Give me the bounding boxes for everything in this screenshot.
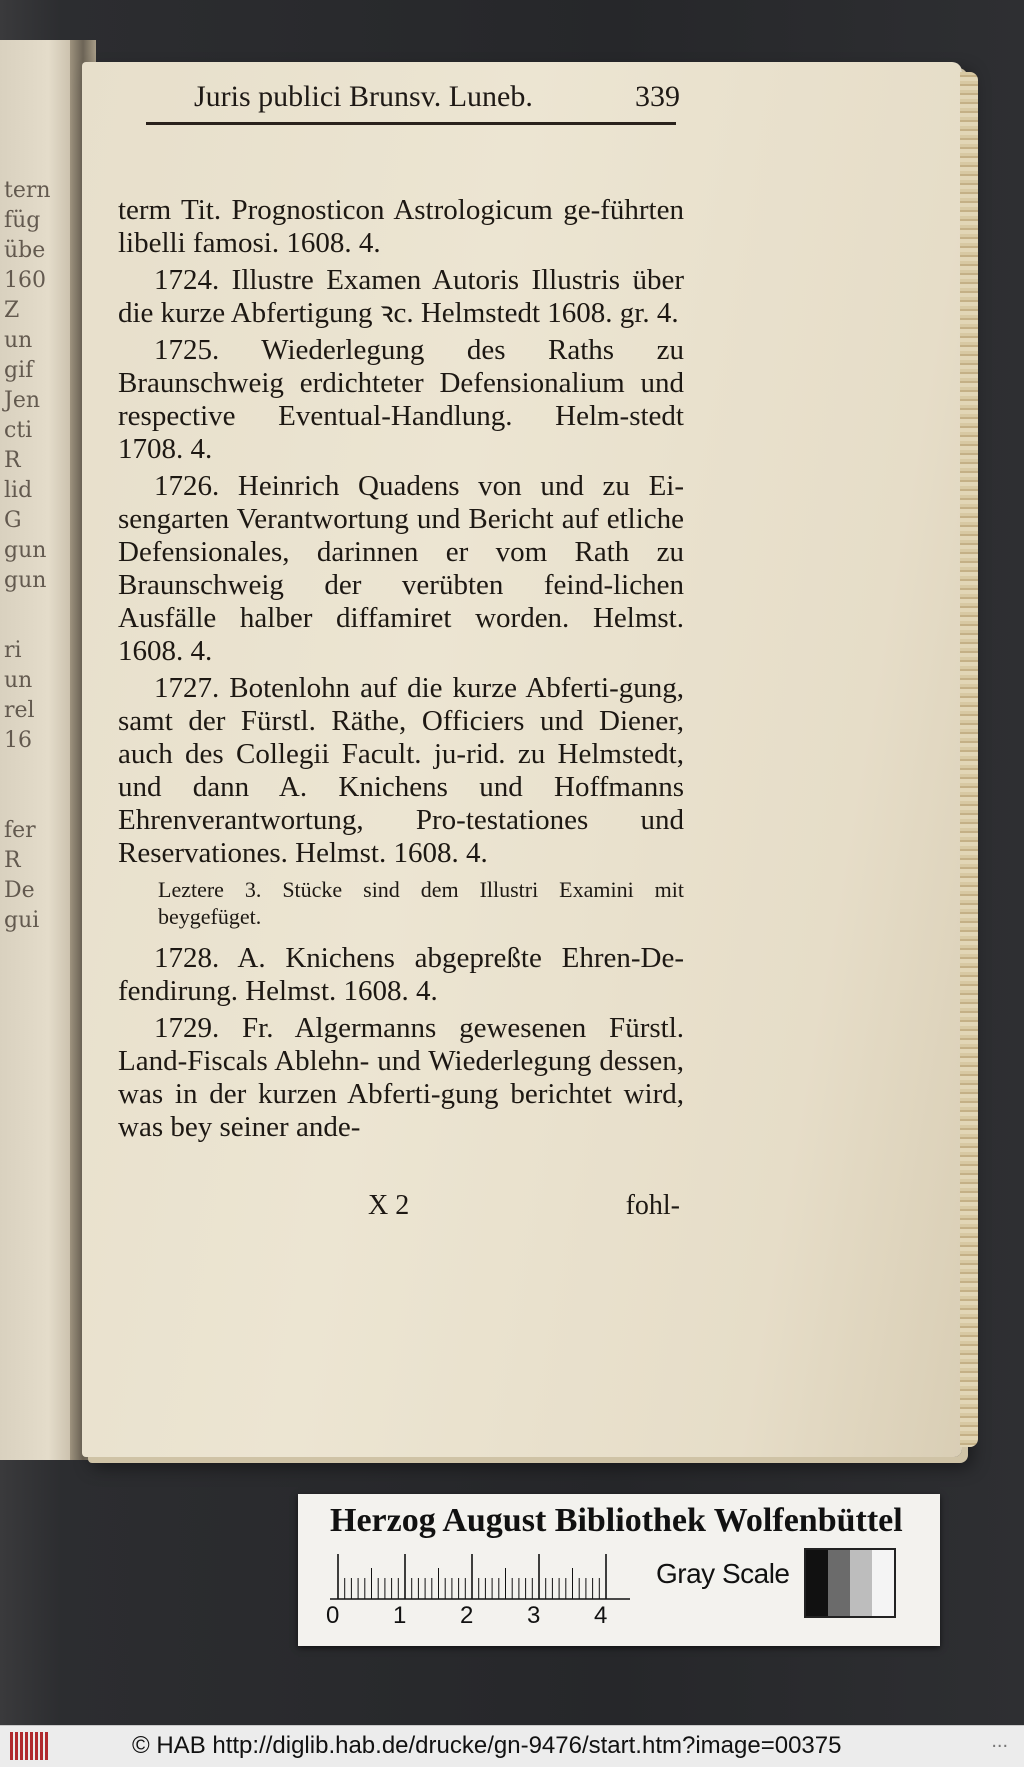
ruler-label-2: 2 — [460, 1602, 474, 1629]
facing-page-fragment: lid — [4, 478, 33, 503]
gray-swatch — [828, 1550, 850, 1616]
facing-page-fragment: 160 — [4, 268, 46, 293]
gray-swatch — [806, 1550, 828, 1616]
facing-page-fragment: cti — [4, 418, 33, 443]
facing-page-fragment: übe — [4, 238, 46, 263]
catalog-entry: 1727. Botenlohn auf die kurze Abferti-gung, samt der Fürstl. Räthe, Officiers und Diener, auch des Collegii Facult. ju-rid. zu Helmstedt, und dann A. Knichens und Hoffmanns Ehrenverantwortung, Pro-testationes und Reservationes. Helmst. 1608. 4. — [118, 672, 684, 869]
catalog-entry: 1729. Fr. Algermanns gewesenen Fürstl. Land-Fiscals Ablehn- und Wiederlegung dessen, was in der kurzen Abferti-gung berichtet wird, was bey seiner ande- — [118, 1012, 684, 1143]
catalog-entry: 1728. A. Knichens abgepreßte Ehren-De-fendirung. Helmst. 1608. 4. — [118, 942, 684, 1007]
ruler-label-1: 1 — [393, 1602, 407, 1629]
hab-logo-icon — [10, 1732, 48, 1760]
facing-page-fragment: ri — [4, 638, 22, 663]
gray-swatch — [872, 1550, 894, 1616]
catchword: fohl- — [625, 1190, 680, 1221]
facing-page-fragment: tern — [4, 178, 51, 203]
facing-page-fragment: un — [4, 328, 33, 353]
catalog-entry: 1725. Wiederlegung des Raths zu Braunschweig erdichteter Defensionalium und respective Eventual-Handlung. Helm-stedt 1708. 4. — [118, 334, 684, 465]
facing-page-fragment: gui — [4, 908, 40, 933]
editorial-note: Leztere 3. Stücke sind dem Illustri Examini mit beygefüget. — [158, 877, 684, 929]
gray-scale-label: Gray Scale — [656, 1558, 790, 1589]
library-name: Herzog August Bibliothek Wolfenbüttel — [330, 1502, 903, 1539]
ruler-scale — [330, 1550, 630, 1600]
facing-page-fragment: 16 — [4, 728, 32, 753]
facing-page-fragment: Jen — [4, 388, 41, 413]
facing-page-fragment: R — [4, 448, 21, 473]
source-url-link[interactable]: © HAB http://diglib.hab.de/drucke/gn-9476/start.htm?image=00375 — [132, 1732, 842, 1759]
gray-swatch — [850, 1550, 872, 1616]
signature-mark: X 2 — [368, 1190, 410, 1221]
header-rule — [146, 122, 676, 125]
viewer-footer — [0, 1725, 1024, 1767]
gray-scale-swatches — [804, 1548, 896, 1618]
facing-page-fragment: De — [4, 878, 35, 903]
facing-page-fragment: un — [4, 668, 33, 693]
ruler-label-3: 3 — [527, 1602, 541, 1629]
facing-page-fragment: füg — [4, 208, 41, 233]
running-title: Juris publici Brunsv. Luneb. — [194, 80, 533, 113]
facing-page-fragment: gun — [4, 538, 47, 563]
ruler-label-0: 0 — [326, 1602, 340, 1629]
catalog-entry: term Tit. Prognosticon Astrologicum ge-führten libelli famosi. 1608. 4. — [118, 194, 684, 259]
facing-page-fragment: R — [4, 848, 21, 873]
facing-page-fragment: gif — [4, 358, 34, 383]
catalog-entry: 1724. Illustre Examen Autoris Illustris über die kurze Abfertigung ꝛc. Helmstedt 1608. gr. 4. — [118, 264, 684, 329]
more-options-icon[interactable]: ... — [991, 1730, 1008, 1752]
ruler-label-4: 4 — [594, 1602, 608, 1629]
color-calibration-card — [298, 1494, 940, 1646]
facing-page-fragment: gun — [4, 568, 47, 593]
page-header — [110, 80, 680, 120]
catalog-entries — [118, 194, 684, 1148]
page-edge-deckle — [960, 72, 978, 1447]
facing-page-fragment: G — [4, 508, 22, 533]
catalog-entry: 1726. Heinrich Quadens von und zu Ei-sengarten Verantwortung und Bericht auf etliche Defensionales, darinnen er vom Rath zu Braunschweig der verübten feind-lichen Ausfälle halber diffamiret worden. Helmst. 1608. 4. — [118, 470, 684, 667]
signature-line — [118, 1190, 684, 1224]
facing-page-fragment: fer — [4, 818, 36, 843]
facing-page-fragment: Z — [4, 298, 20, 323]
page-number: 339 — [635, 80, 680, 113]
facing-page-fragment: rel — [4, 698, 35, 723]
